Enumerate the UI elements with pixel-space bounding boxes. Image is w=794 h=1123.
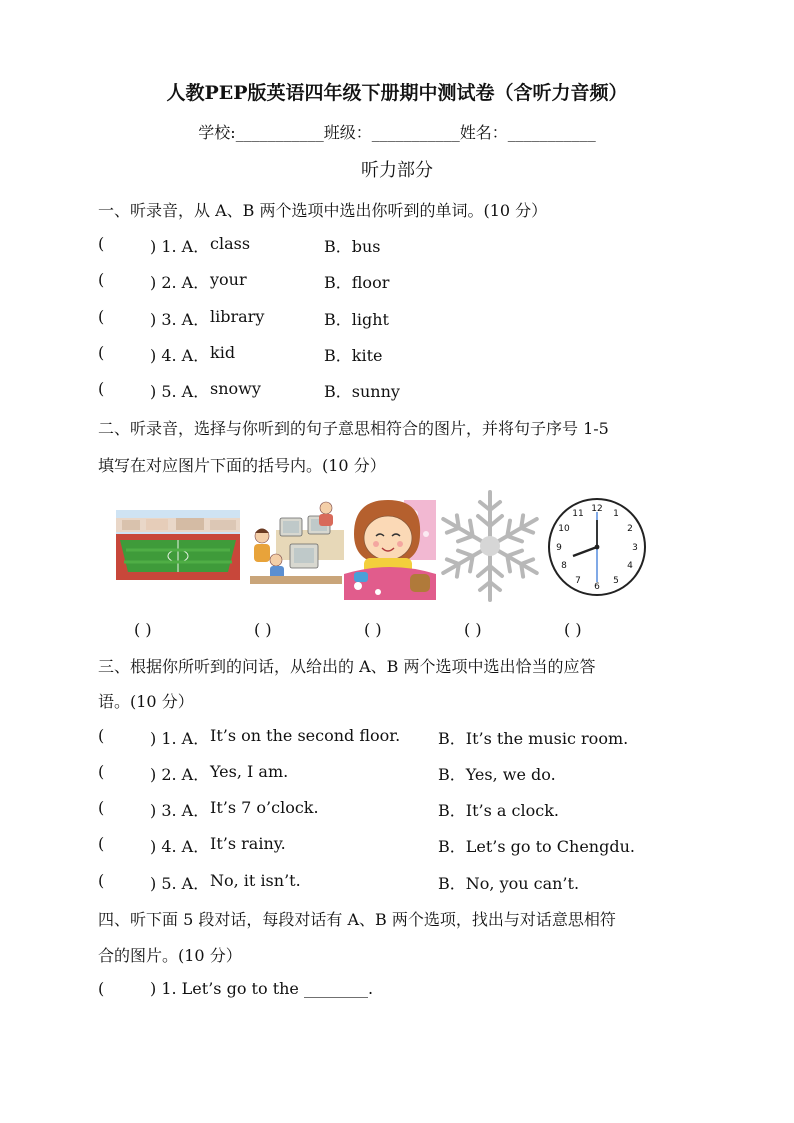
picture-strip bbox=[116, 486, 656, 606]
option-b: B．floor bbox=[324, 273, 390, 292]
option-b: B．No, you can’t. bbox=[438, 874, 580, 893]
svg-text:2: 2 bbox=[627, 524, 633, 534]
option-b: B．light bbox=[324, 310, 389, 329]
answer-paren: ( bbox=[98, 234, 105, 253]
option-a: class bbox=[210, 234, 251, 253]
svg-text:10: 10 bbox=[558, 524, 570, 534]
option-b: B．Let’s go to Chengdu. bbox=[438, 837, 635, 856]
svg-text:7: 7 bbox=[575, 576, 581, 586]
child-waking-image bbox=[344, 494, 436, 600]
answer-blank-4: ( ) bbox=[464, 620, 482, 639]
answer-paren: ( bbox=[98, 798, 105, 817]
item-number: ) 1. A． bbox=[150, 237, 210, 256]
item-text: ) 1. Let’s go to the ________. bbox=[150, 979, 374, 998]
section4-heading-line2: 合的图片。(10 分） bbox=[98, 946, 242, 965]
option-a: No, it isn’t. bbox=[210, 871, 301, 890]
section2-heading-line2: 填写在对应图片下面的括号内。(10 分） bbox=[98, 456, 386, 475]
answer-paren: ( bbox=[98, 871, 105, 890]
option-a: It’s on the second floor. bbox=[210, 726, 401, 745]
listening-subtitle: 听力部分 bbox=[361, 160, 433, 181]
section1-heading: 一、听录音，从 A、B 两个选项中选出你听到的单词。(10 分） bbox=[98, 201, 548, 220]
svg-text:12: 12 bbox=[591, 504, 603, 514]
computer-room-image bbox=[246, 500, 346, 588]
page-title: 人教PEP版英语四年级下册期中测试卷（含听力音频） bbox=[166, 82, 628, 104]
item-number: ) 3. A． bbox=[150, 801, 210, 820]
section4-heading-line1: 四、听下面 5 段对话，每段对话有 A、B 两个选项，找出与对话意思相符 bbox=[98, 910, 616, 929]
answer-paren: ( bbox=[98, 762, 105, 781]
section3-heading-line2: 语。(10 分） bbox=[98, 692, 194, 711]
option-a: It’s rainy. bbox=[210, 834, 286, 853]
item-number: ) 5. A． bbox=[150, 874, 210, 893]
item-number: ) 4. A． bbox=[150, 346, 210, 365]
option-b: B．sunny bbox=[324, 382, 400, 401]
option-a: your bbox=[210, 270, 247, 289]
svg-text:9: 9 bbox=[556, 543, 562, 553]
svg-text:11: 11 bbox=[572, 509, 584, 519]
answer-paren: ( bbox=[98, 307, 105, 326]
option-a: Yes, I am. bbox=[210, 762, 289, 781]
answer-blank-2: ( ) bbox=[254, 620, 272, 639]
answer-paren: ( bbox=[98, 834, 105, 853]
option-b: B．Yes, we do. bbox=[438, 765, 556, 784]
svg-text:3: 3 bbox=[632, 543, 638, 553]
option-a: library bbox=[210, 307, 265, 326]
student-info-line: 学校:___________班级：___________姓名：___________ bbox=[198, 123, 596, 142]
item-number: ) 1. A． bbox=[150, 729, 210, 748]
playground-image bbox=[116, 510, 240, 580]
answer-blank-3: ( ) bbox=[364, 620, 382, 639]
item-number: ) 2. A． bbox=[150, 273, 210, 292]
option-a: It’s 7 o’clock. bbox=[210, 798, 319, 817]
item-number: ) 3. A． bbox=[150, 310, 210, 329]
answer-blank-1: ( ) bbox=[134, 620, 152, 639]
snowflake-image bbox=[434, 486, 546, 606]
svg-text:5: 5 bbox=[613, 576, 619, 586]
svg-text:6: 6 bbox=[594, 582, 600, 592]
answer-paren: ( bbox=[98, 270, 105, 289]
answer-paren: ( bbox=[98, 379, 105, 398]
answer-paren: ( bbox=[98, 979, 105, 998]
svg-text:1: 1 bbox=[613, 509, 619, 519]
clock-image bbox=[546, 496, 648, 598]
item-number: ) 5. A． bbox=[150, 382, 210, 401]
option-b: B．kite bbox=[324, 346, 383, 365]
answer-paren: ( bbox=[98, 343, 105, 362]
option-a: snowy bbox=[210, 379, 261, 398]
item-number: ) 4. A． bbox=[150, 837, 210, 856]
svg-text:4: 4 bbox=[627, 561, 633, 571]
answer-paren: ( bbox=[98, 726, 105, 745]
section2-heading-line1: 二、听录音，选择与你听到的句子意思相符合的图片，并将句子序号 1-5 bbox=[98, 419, 609, 438]
option-b: B．It’s the music room. bbox=[438, 729, 629, 748]
item-number: ) 2. A． bbox=[150, 765, 210, 784]
option-b: B．bus bbox=[324, 237, 381, 256]
answer-blank-5: ( ) bbox=[564, 620, 582, 639]
section3-heading-line1: 三、根据你所听到的问话，从给出的 A、B 两个选项中选出恰当的应答 bbox=[98, 657, 596, 676]
option-a: kid bbox=[210, 343, 236, 362]
option-b: B．It’s a clock. bbox=[438, 801, 559, 820]
svg-text:8: 8 bbox=[561, 561, 567, 571]
